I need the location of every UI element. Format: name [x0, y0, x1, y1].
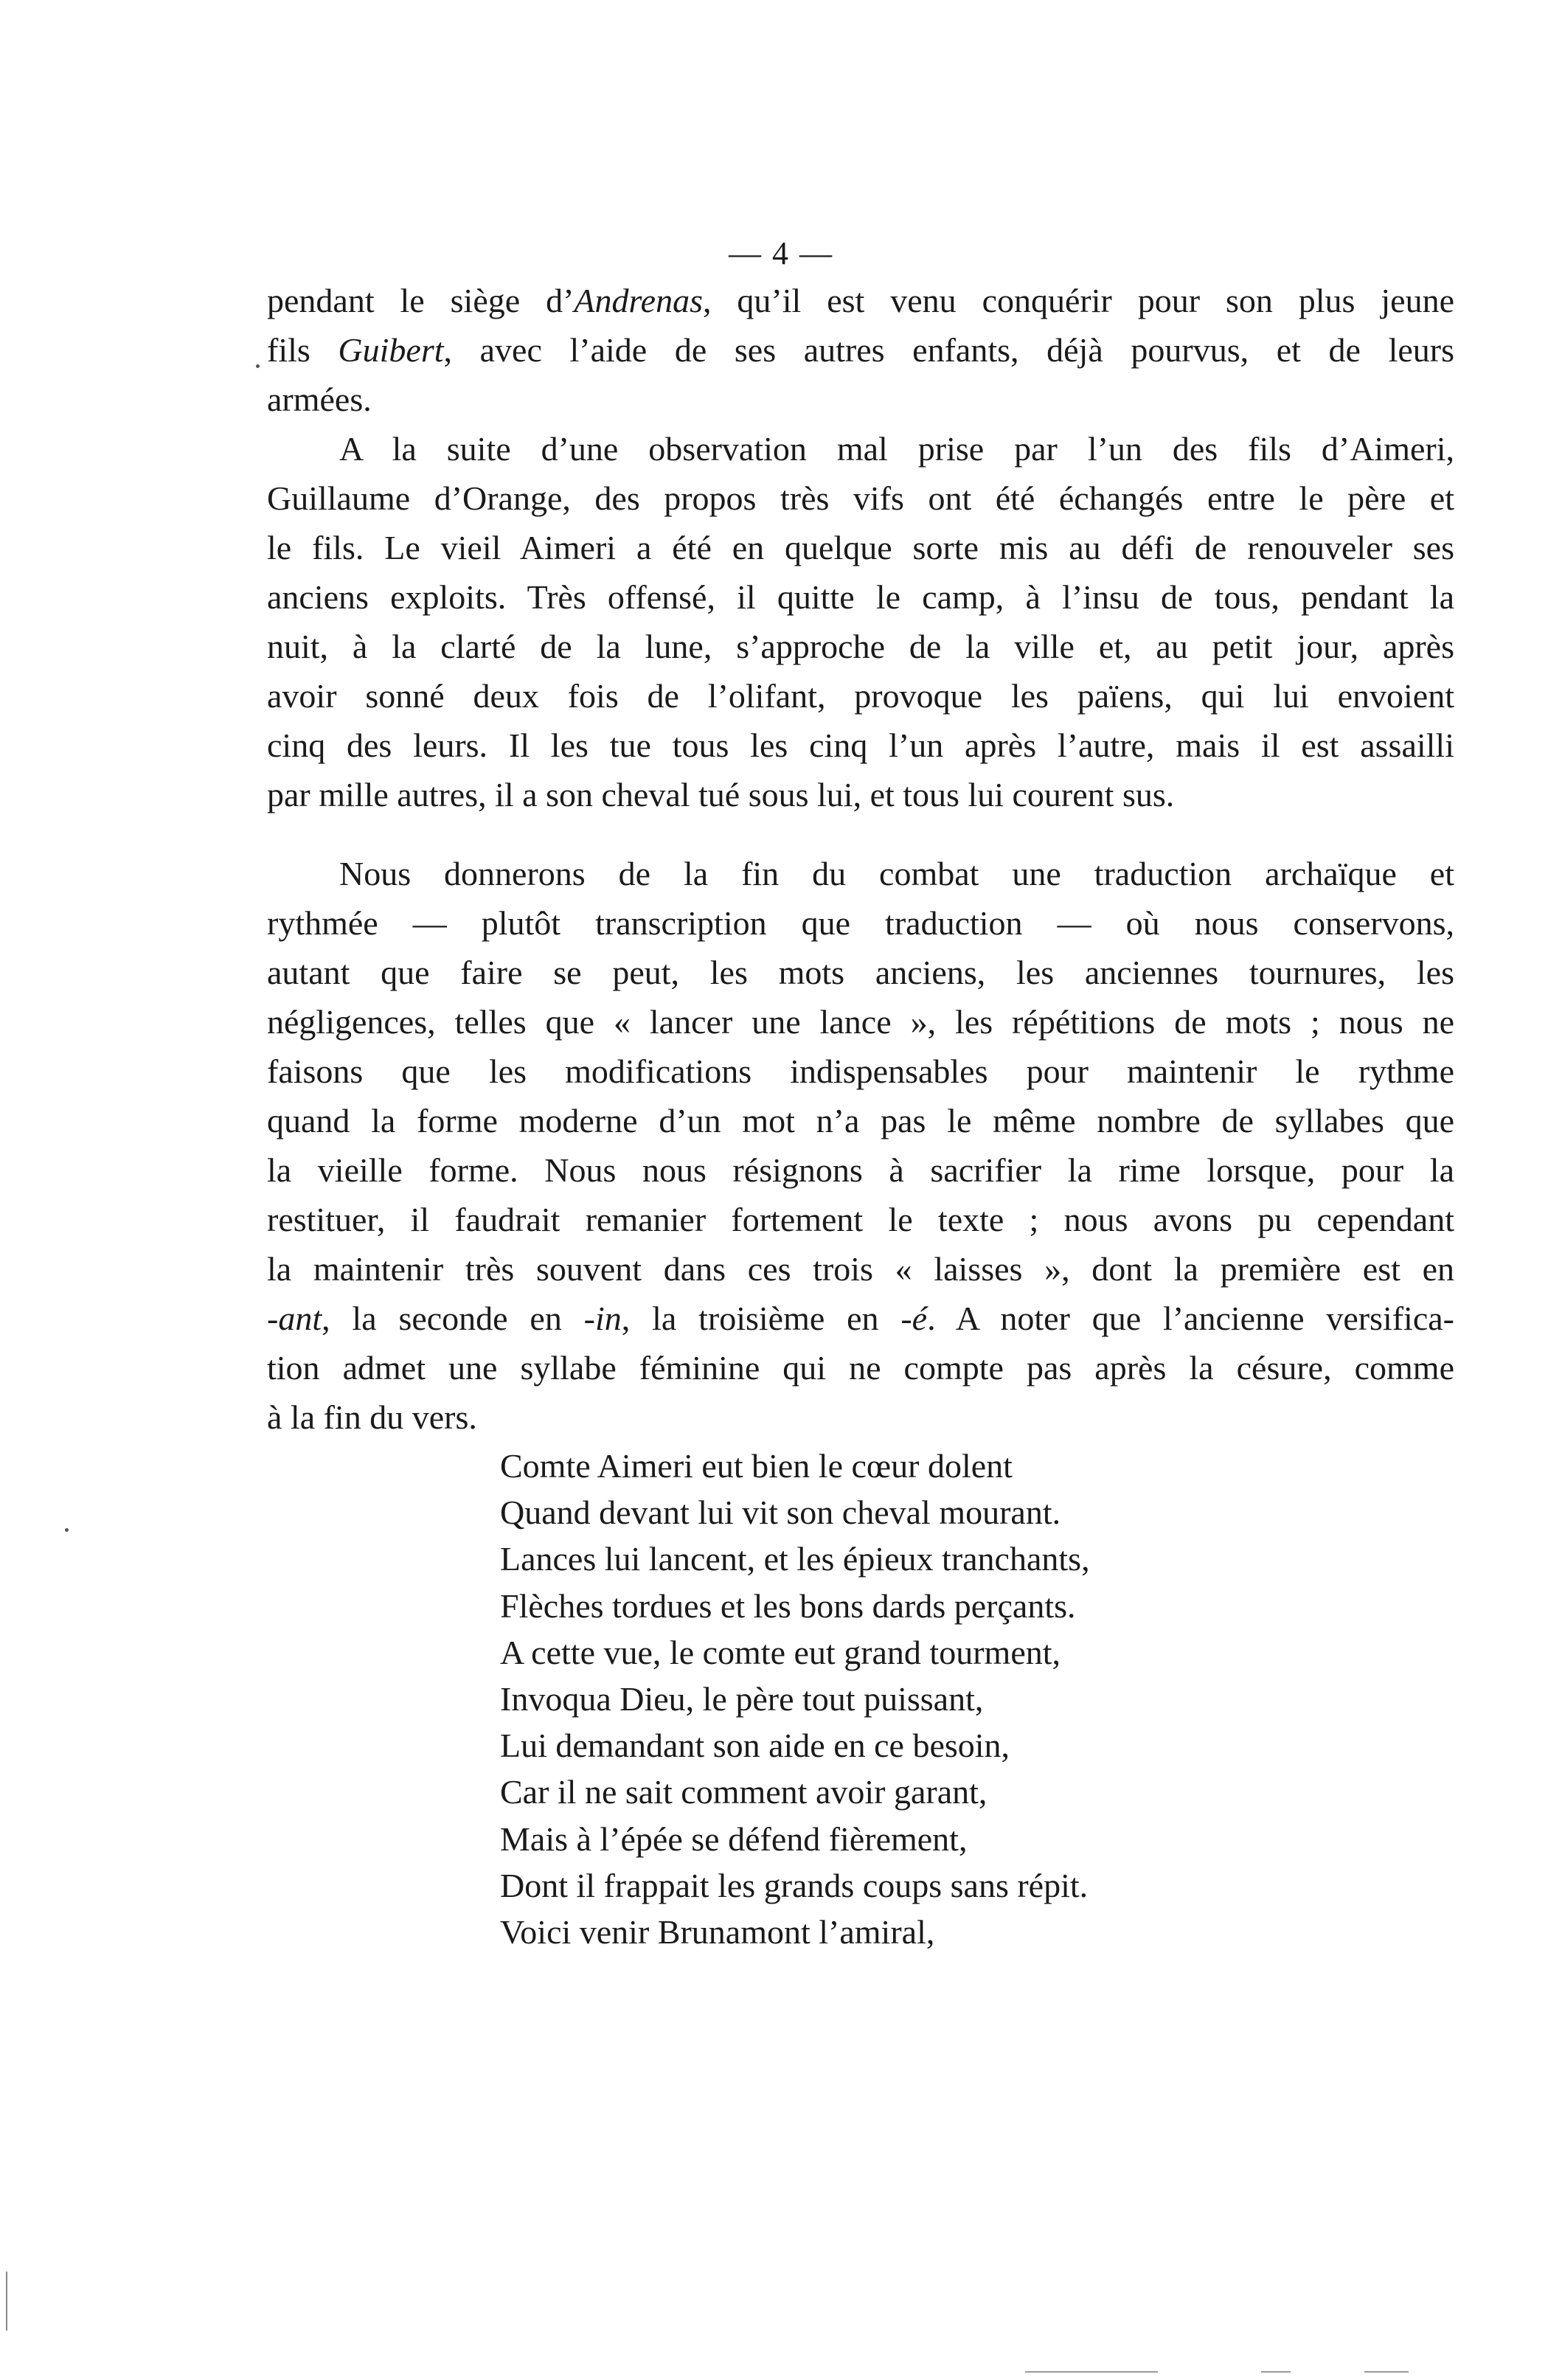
text-segment: autant que faire se peut, les mots anciens, les anciennes tournures, les: [267, 954, 1454, 991]
text-line: [267, 473, 1454, 523]
text-segment: négligences, telles que « lancer une lance », les répétitions de mots ; nous ne: [267, 1003, 1454, 1041]
scan-edge-mark: [1261, 2371, 1291, 2373]
text-line: [267, 849, 1454, 898]
text-segment: , la troisième en: [621, 1300, 901, 1337]
text-segment: . A noter que l’ancienne versifica-: [927, 1300, 1454, 1337]
text-line: [267, 1096, 1454, 1145]
text-line: [267, 1145, 1454, 1195]
text-line: [267, 572, 1454, 622]
text-segment: quand la forme moderne d’un mot n’a pas le même nombre de syllabes que: [267, 1102, 1454, 1139]
text-segment: Nous donnerons de la fin du combat une traduction archaïque et: [339, 855, 1454, 892]
text-segment: le fils. Le vieil Aimeri a été en quelque sorte mis au défi de renouveler ses: [267, 529, 1454, 566]
italic-text: -ant: [267, 1300, 322, 1337]
text-line: [267, 1244, 1454, 1294]
text-line: [267, 997, 1454, 1047]
text-segment: cinq des leurs. Il les tue tous les cinq l’un après l’autre, mais il est assailli: [267, 726, 1454, 764]
italic-text: Guibert: [338, 331, 444, 369]
text-line: [267, 375, 1454, 424]
text-segment: A la suite d’une observation mal prise par l’un des fils d’Aimeri,: [339, 430, 1454, 468]
text-line: [267, 622, 1454, 671]
italic-text: Andrenas: [574, 282, 704, 319]
text-segment: à la fin du vers.: [267, 1398, 477, 1436]
text-segment: tion admet une syllabe féminine qui ne compte pas après la césure, comme: [267, 1349, 1454, 1387]
text-line: [267, 276, 1454, 325]
text-line: [267, 770, 1454, 819]
page-number: — 4 —: [729, 235, 833, 271]
poem-line: Voici venir Brunamont l’amiral,: [500, 1912, 935, 1951]
text-segment: , avec l’aide de ses autres enfants, déjà pourvus, et de leurs: [443, 331, 1454, 369]
text-line: [267, 523, 1454, 572]
text-line: [267, 1195, 1454, 1244]
poem-excerpt: [500, 1443, 1090, 1955]
text-segment: faisons que les modifications indispensables pour maintenir le rythme: [267, 1052, 1454, 1090]
poem-line: Mais à l’épée se défend fièrement,: [500, 1819, 968, 1858]
poem-line: Comte Aimeri eut bien le cœur dolent: [500, 1447, 1013, 1485]
text-line: [267, 424, 1454, 473]
poem-line: Car il ne sait comment avoir garant,: [500, 1773, 987, 1811]
text-line: [267, 325, 1454, 375]
paragraph: [267, 424, 1454, 819]
text-segment: , la seconde en: [322, 1300, 584, 1337]
text-line: [267, 1294, 1454, 1343]
text-line: [267, 898, 1454, 948]
scan-edge-mark: [1364, 2371, 1409, 2373]
poem-line: Invoqua Dieu, le père tout puissant,: [500, 1679, 984, 1718]
body-text: [267, 276, 1454, 1442]
poem-line: Lui demandant son aide en ce besoin,: [500, 1727, 1010, 1765]
scan-edge-mark: [1025, 2371, 1158, 2373]
text-line: [267, 1343, 1454, 1392]
text-segment: armées.: [267, 381, 372, 418]
scan-speck: [256, 364, 260, 368]
text-segment: par mille autres, il a son cheval tué sous lui, et tous lui courent sus.: [267, 776, 1175, 813]
text-segment: , qu’il est venu conquérir pour son plus jeune: [703, 282, 1454, 319]
text-line: [267, 671, 1454, 721]
text-segment: avoir sonné deux fois de l’olifant, provoque les païens, qui lui envoient: [267, 677, 1454, 715]
poem-line: Lances lui lancent, et les épieux tranchants,: [500, 1540, 1090, 1578]
text-segment: rythmée — plutôt transcription que traduction — où nous conservons,: [267, 904, 1454, 942]
poem-line: Dont il frappait les grands coups sans répit.: [500, 1866, 1089, 1904]
text-line: [267, 948, 1454, 997]
text-line: [267, 721, 1454, 770]
text-segment: nuit, à la clarté de la lune, s’approche de la ville et, au petit jour, après: [267, 628, 1454, 665]
text-line: [267, 1047, 1454, 1096]
italic-text: -é: [900, 1300, 928, 1337]
poem-line: Quand devant lui vit son cheval mourant.: [500, 1493, 1061, 1532]
text-segment: anciens exploits. Très offensé, il quitte le camp, à l’insu de tous, pendant la: [267, 578, 1454, 616]
text-line: [267, 1392, 1454, 1442]
text-segment: fils: [267, 331, 339, 369]
text-segment: la vieille forme. Nous nous résignons à sacrifier la rime lorsque, pour la: [267, 1151, 1454, 1189]
italic-text: -in: [583, 1300, 622, 1337]
paragraph: [267, 849, 1454, 1442]
text-segment: la maintenir très souvent dans ces trois « laisses », dont la première est en: [267, 1250, 1454, 1288]
poem-line: A cette vue, le comte eut grand tourment,: [500, 1633, 1061, 1671]
scan-speck: [65, 1528, 69, 1532]
text-segment: pendant le siège d’: [267, 282, 575, 319]
poem-line: Flèches tordues et les bons dards perçants.: [500, 1586, 1076, 1625]
text-segment: Guillaume d’Orange, des propos très vifs ont été échangés entre le père et: [267, 479, 1454, 517]
text-segment: restituer, il faudrait remanier fortement le texte ; nous avons pu cependant: [267, 1201, 1454, 1238]
scan-edge-mark: [6, 2272, 7, 2331]
paragraph: [267, 276, 1454, 424]
